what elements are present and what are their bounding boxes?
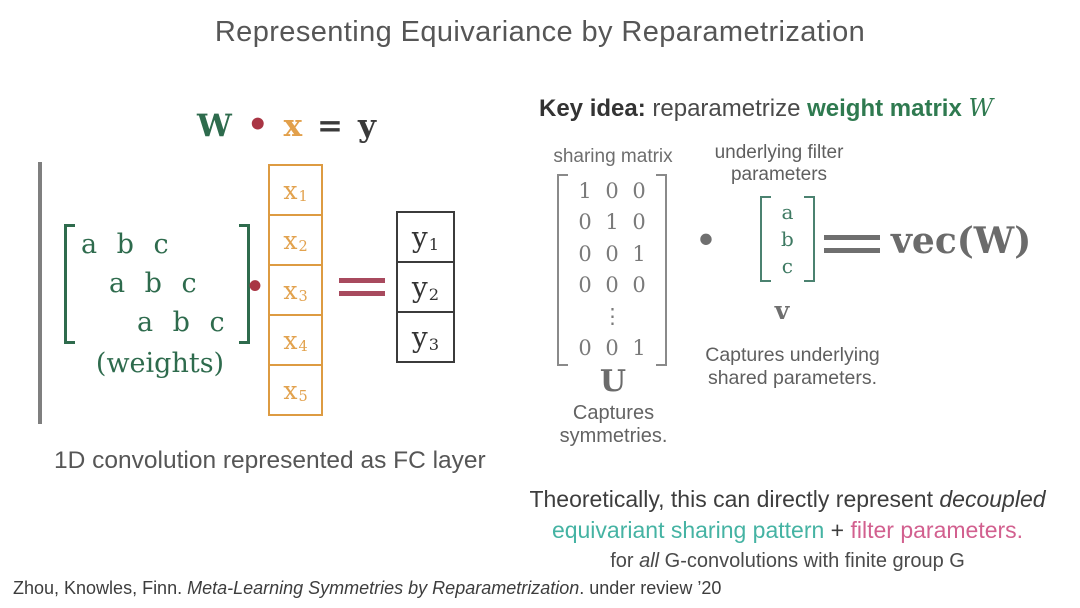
input-vector-symbol: x bbox=[283, 108, 303, 144]
weight-matrix-var: W bbox=[968, 94, 994, 122]
matrix-cell: 0 bbox=[632, 179, 646, 204]
x-vector bbox=[268, 164, 323, 416]
cell-label: x bbox=[283, 325, 298, 355]
caption-line: Captures bbox=[572, 402, 655, 424]
theory-line-2 bbox=[505, 517, 1070, 544]
cell-subscript: 3 bbox=[428, 334, 440, 354]
left-bracket bbox=[760, 196, 771, 282]
weights-row: a b c bbox=[109, 267, 197, 299]
filter-params-vector bbox=[760, 196, 815, 282]
weights-row: a b c bbox=[137, 306, 225, 338]
theory-line-1 bbox=[505, 486, 1070, 513]
weights-caption: (weights) bbox=[95, 348, 225, 379]
equals-sign bbox=[339, 278, 385, 296]
label-line: underlying filter bbox=[714, 142, 844, 163]
left-bracket bbox=[557, 174, 568, 366]
matrix-cell: 0 bbox=[605, 241, 619, 266]
label-line: parameters bbox=[730, 164, 828, 185]
x-vector-cell bbox=[268, 164, 323, 216]
cell-subscript: 2 bbox=[428, 284, 440, 304]
theory-text-italic: decoupled bbox=[939, 486, 1046, 512]
matrix-row bbox=[575, 208, 649, 237]
equals-sign: = bbox=[317, 108, 344, 144]
left-divider-bar bbox=[38, 162, 42, 424]
vector-cell: b bbox=[781, 226, 794, 251]
vertical-dots-icon: ⋮ bbox=[602, 304, 623, 329]
citation bbox=[13, 578, 721, 599]
vector-cell: a bbox=[781, 199, 794, 224]
matrix-cell: 1 bbox=[578, 179, 592, 204]
caption-line: Captures underlying bbox=[705, 344, 880, 366]
dot-operator-icon: • bbox=[246, 105, 269, 146]
y-vector-cell bbox=[396, 261, 455, 313]
key-idea-highlight: weight matrix bbox=[807, 95, 969, 122]
matrix-cell: 0 bbox=[632, 210, 646, 235]
dot-operator-icon: • bbox=[698, 215, 714, 262]
matrix-dots-row bbox=[575, 302, 649, 331]
plus-sign: + bbox=[824, 517, 851, 543]
x-vector-cell bbox=[268, 264, 323, 316]
cell-subscript: 2 bbox=[298, 239, 308, 255]
equals-bar bbox=[339, 291, 385, 296]
equals-sign bbox=[824, 235, 880, 253]
left-bracket bbox=[64, 224, 75, 344]
equals-bar bbox=[824, 248, 880, 253]
cell-subscript: 1 bbox=[298, 189, 308, 205]
sharing-pattern-text: equivariant sharing pattern bbox=[551, 517, 825, 543]
caption-line: symmetries. bbox=[559, 425, 668, 447]
filter-params-symbol: v bbox=[774, 296, 790, 325]
weights-matrix bbox=[64, 224, 250, 344]
key-idea-line bbox=[539, 94, 993, 123]
weights-matrix-rows bbox=[75, 224, 239, 344]
weights-row: a b c bbox=[81, 229, 169, 261]
matrix-cell: 0 bbox=[578, 241, 592, 266]
matrix-cell: 1 bbox=[632, 241, 646, 266]
theory-text-italic: all bbox=[639, 550, 660, 572]
citation-suffix: . under review ’20 bbox=[579, 578, 722, 598]
theory-text: for bbox=[610, 550, 640, 572]
matrix-cell: 0 bbox=[605, 179, 619, 204]
theory-text: Theoretically, this can directly represent bbox=[529, 486, 940, 512]
cell-subscript: 4 bbox=[298, 339, 308, 355]
y-vector bbox=[396, 211, 455, 363]
matrix-row bbox=[575, 334, 649, 363]
matrix-cell: 0 bbox=[605, 335, 619, 360]
citation-authors: Zhou, Knowles, Finn. bbox=[13, 578, 188, 598]
matrix-cell: 0 bbox=[632, 273, 646, 298]
vec-w-expression: vec(W) bbox=[891, 220, 1032, 262]
equals-bar bbox=[824, 235, 880, 240]
y-vector-cell bbox=[396, 311, 455, 363]
filter-params-caption bbox=[695, 344, 890, 390]
citation-paper-title: Meta-Learning Symmetries by Reparametrization bbox=[187, 578, 580, 598]
matrix-row bbox=[575, 271, 649, 300]
cell-subscript: 3 bbox=[298, 289, 308, 305]
cell-label: x bbox=[283, 375, 298, 405]
key-idea-text: reparametrize bbox=[645, 95, 808, 122]
vector-cell: c bbox=[781, 254, 793, 279]
sharing-matrix bbox=[557, 174, 667, 366]
matrix-row bbox=[575, 240, 649, 269]
theory-text: G-convolutions with finite group G bbox=[659, 550, 965, 572]
output-vector-symbol: y bbox=[358, 108, 377, 144]
x-vector-cell bbox=[268, 214, 323, 266]
cell-label: y bbox=[411, 220, 428, 254]
matrix-cell: 1 bbox=[632, 335, 646, 360]
sharing-matrix-label: sharing matrix bbox=[553, 146, 673, 167]
cell-subscript: 1 bbox=[428, 234, 440, 254]
left-caption: 1D convolution represented as FC layer bbox=[54, 447, 486, 474]
matrix-cell: 0 bbox=[578, 335, 592, 360]
matrix-cell: 0 bbox=[578, 210, 592, 235]
matrix-row bbox=[575, 177, 649, 206]
filter-params-cells bbox=[771, 196, 804, 282]
sharing-matrix-rows bbox=[568, 174, 656, 366]
filter-params-label bbox=[700, 142, 858, 186]
filter-parameters-text: filter parameters. bbox=[850, 517, 1024, 543]
theory-statement bbox=[505, 486, 1070, 573]
cell-label: y bbox=[411, 270, 428, 304]
sharing-matrix-symbol: U bbox=[599, 364, 627, 399]
cell-label: x bbox=[283, 225, 298, 255]
wxy-equation bbox=[197, 105, 377, 146]
right-bracket bbox=[656, 174, 667, 366]
matrix-cell: 0 bbox=[578, 273, 592, 298]
weight-matrix-symbol: W bbox=[197, 108, 232, 144]
right-bracket bbox=[804, 196, 815, 282]
x-vector-cell bbox=[268, 314, 323, 366]
theory-line-3 bbox=[505, 550, 1070, 573]
equals-bar bbox=[339, 278, 385, 283]
cell-subscript: 5 bbox=[298, 389, 308, 405]
x-vector-cell bbox=[268, 364, 323, 416]
matrix-cell: 0 bbox=[605, 273, 619, 298]
sharing-matrix-caption bbox=[546, 402, 681, 448]
slide-title: Representing Equivariance by Reparametrization bbox=[214, 16, 866, 48]
cell-label: x bbox=[283, 275, 298, 305]
cell-label: y bbox=[411, 320, 428, 354]
matrix-cell: 1 bbox=[605, 210, 619, 235]
y-vector-cell bbox=[396, 211, 455, 263]
cell-label: x bbox=[283, 175, 298, 205]
dot-operator-icon: • bbox=[247, 264, 262, 308]
caption-line: shared parameters. bbox=[707, 367, 878, 389]
key-idea-label: Key idea: bbox=[539, 95, 646, 122]
